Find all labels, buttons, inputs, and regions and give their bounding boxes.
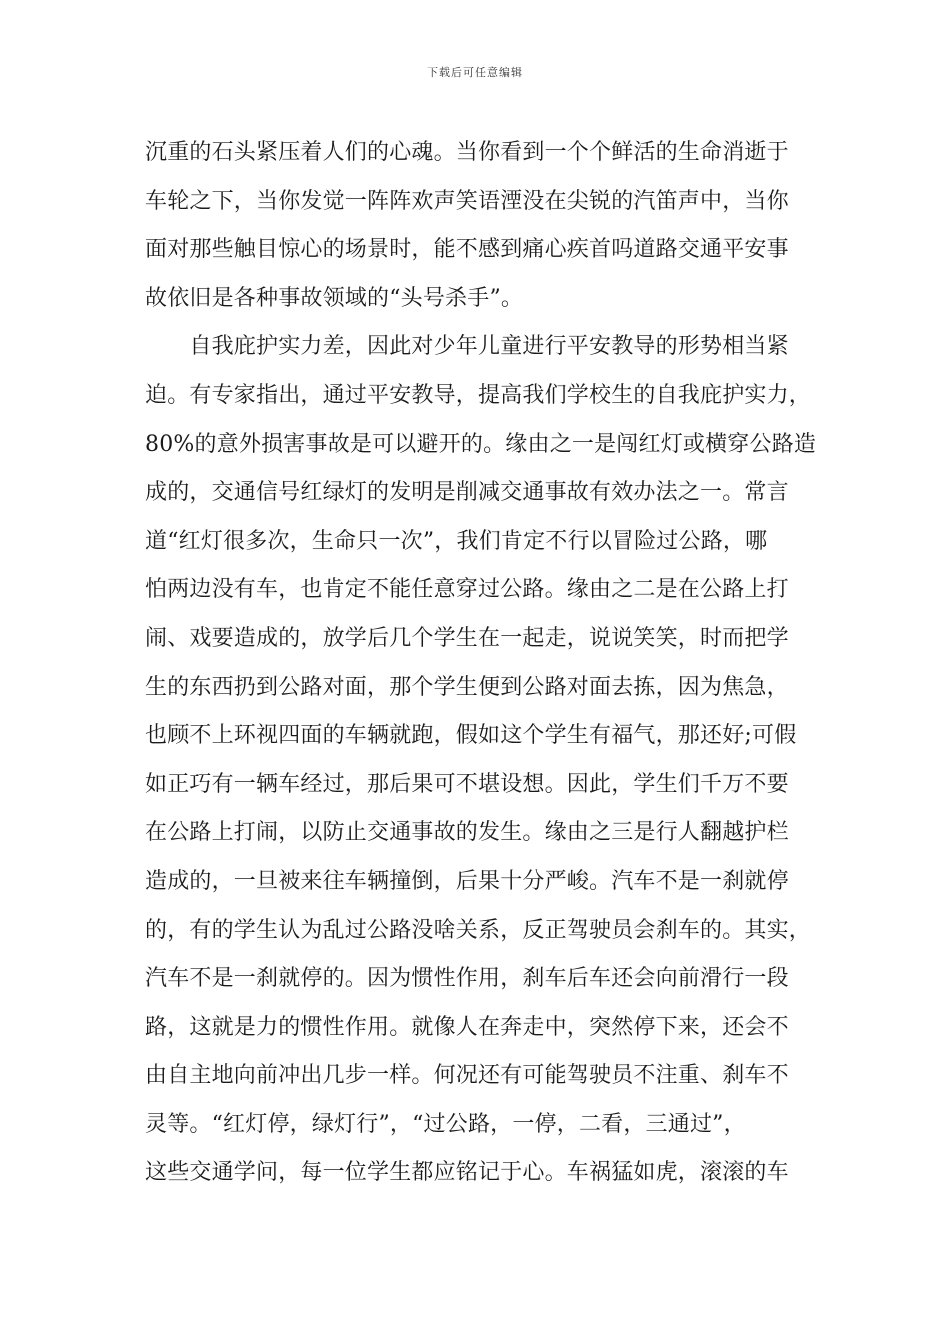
- text-line: 道“红灯很多次，生命只一次”，我们肯定不行以冒险过公路，哪: [145, 528, 768, 554]
- text-line: 故依旧是各种事故领域的“头号杀手”。: [145, 285, 524, 311]
- text-line: 闹、戏要造成的，放学后几个学生在一起走，说说笑笑，时而把学: [145, 625, 789, 651]
- text-line: 成的，交通信号红绿灯的发明是削减交通事故有效办法之一。常言: [145, 480, 789, 506]
- text-line: 沉重的石头紧压着人们的心魂。当你看到一个个鲜活的生命消逝于: [145, 140, 789, 165]
- paragraph-2: [145, 323, 817, 1198]
- text-line: 在公路上打闹，以防止交通事故的发生。缘由之三是行人翻越护栏: [145, 820, 789, 846]
- text-line: 由自主地向前冲出几步一样。何况还有可能驾驶员不注重、刹车不: [145, 1063, 789, 1089]
- text-line: 的，有的学生认为乱过公路没啥关系，反正驾驶员会刹车的。其实，: [145, 917, 812, 943]
- text-line: 自我庇护实力差，因此对少年儿童进行平安教导的形势相当紧: [145, 334, 789, 360]
- text-line: 路，这就是力的惯性作用。就像人在奔走中，突然停下来，还会不: [145, 1014, 789, 1040]
- text-line: 80%的意外损害事故是可以避开的。缘由之一是闯红灯或横穿公路造: [145, 431, 817, 457]
- page-header: 下载后可任意编辑: [427, 66, 523, 79]
- text-line: 迫。有专家指出，通过平安教导，提高我们学校生的自我庇护实力，: [145, 382, 812, 408]
- text-line: 面对那些触目惊心的场景时，能不感到痛心疾首吗道路交通平安事: [145, 237, 789, 263]
- text-line: 也顾不上环视四面的车辆就跑，假如这个学生有福气，那还好;可假: [145, 723, 797, 749]
- text-line: 造成的，一旦被来往车辆撞倒，后果十分严峻。汽车不是一刹就停: [145, 868, 789, 894]
- document-body: [145, 129, 817, 1198]
- text-line: 怕两边没有车，也肯定不能任意穿过公路。缘由之二是在公路上打: [145, 577, 789, 603]
- text-line: 灵等。“红灯停，绿灯行”，“过公路，一停，二看，三通过”，: [145, 1111, 746, 1137]
- text-line: 汽车不是一刹就停的。因为惯性作用，刹车后车还会向前滑行一段: [145, 966, 789, 992]
- text-line: 如正巧有一辆车经过，那后果可不堪设想。因此，学生们千万不要: [145, 771, 789, 797]
- paragraph-1: [145, 129, 807, 323]
- text-line: 这些交通学问，每一位学生都应铭记于心。车祸猛如虎，滚滚的车: [145, 1160, 789, 1186]
- text-line: 车轮之下，当你发觉一阵阵欢声笑语湮没在尖锐的汽笛声中，当你: [145, 188, 789, 214]
- text-line: 生的东西扔到公路对面，那个学生便到公路对面去拣，因为焦急，: [145, 674, 789, 700]
